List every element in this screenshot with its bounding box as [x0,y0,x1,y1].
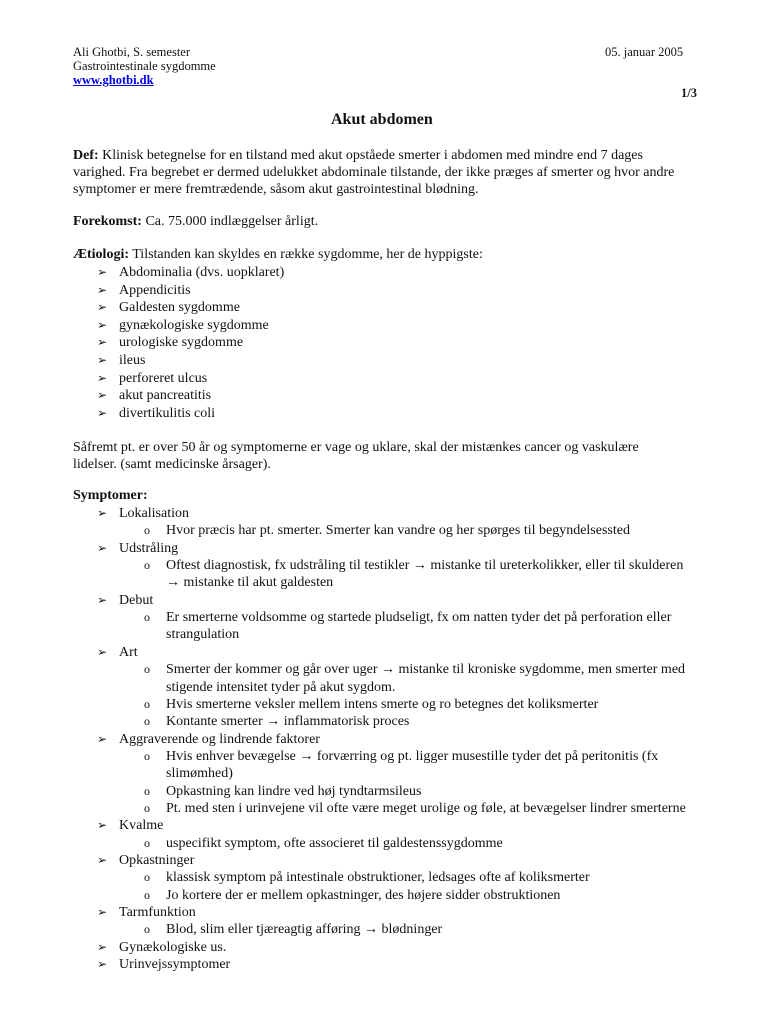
circle-bullet-icon: o [144,523,150,537]
arrowhead-bullet-icon: ➢ [97,853,108,867]
symptom-item: Aggraverende og lindrende faktorer [119,732,320,747]
symptom-item: Opkastninger [119,853,195,868]
symptom-item: Debut [119,593,154,608]
etiology-item: ileus [119,353,146,368]
circle-bullet-icon: o [144,888,150,902]
definition-line-3: symptomer er mere fremtrædende, såsom akut gastrointestinal blødning. [73,182,479,197]
symptom-item: Gynækologiske us. [119,940,227,955]
symptom-detail-continued: → mistanke til akut galdesten [166,575,334,590]
symptom-item: Kvalme [119,818,164,833]
symptom-detail: Kontante smerter → inflammatorisk proces [166,714,410,729]
etiology-item: Appendicitis [119,283,191,298]
arrowhead-bullet-icon: ➢ [97,300,108,314]
circle-bullet-icon: o [144,784,150,798]
arrowhead-bullet-icon: ➢ [97,905,108,919]
etiology-line [73,246,483,263]
circle-bullet-icon: o [144,558,150,572]
circle-bullet-icon: o [144,749,150,763]
etiology-item: urologiske sygdomme [119,335,244,350]
etiology-item: Galdesten sygdomme [119,300,240,315]
subject-line: Gastrointestinale sygdomme [73,59,216,73]
arrowhead-bullet-icon: ➢ [97,353,108,367]
circle-bullet-icon: o [144,922,150,936]
symptom-detail: Pt. med sten i urinvejene vil ofte være meget urolige og føle, at bevægelser lindrer smerterne [166,801,686,816]
arrowhead-bullet-icon: ➢ [97,818,108,832]
symptom-detail: Smerter der kommer og går over uger → mistanke til kroniske sygdomme, men smerter med [166,662,686,677]
note-line-2: lidelser. (samt medicinske årsager). [73,457,271,472]
symptom-item: Urinvejssymptomer [119,957,231,972]
arrowhead-bullet-icon: ➢ [97,541,108,555]
circle-bullet-icon: o [144,610,150,624]
arrowhead-bullet-icon: ➢ [97,406,108,420]
etiology-item: gynækologiske sygdomme [119,318,269,333]
symptom-detail: Opkastning kan lindre ved høj tyndtarmsileus [166,784,422,799]
symptom-detail: uspecifikt symptom, ofte associeret til galdestenssygdomme [166,836,503,851]
definition-line-1 [73,147,643,164]
arrowhead-bullet-icon: ➢ [97,371,108,385]
arrowhead-bullet-icon: ➢ [97,732,108,746]
arrowhead-bullet-icon: ➢ [97,506,108,520]
etiology-item: akut pancreatitis [119,388,212,403]
definition-text-1: Klinisk betegnelse for en tilstand med akut opståede smerter i abdomen med mindre end 7 dages [98,148,643,163]
author-line: Ali Ghotbi, S. semester [73,45,191,59]
symptom-item: Tarmfunktion [119,905,196,920]
symptom-detail-continued: stigende intensitet tyder på akut sygdom. [166,680,396,695]
symptom-detail: Hvor præcis har pt. smerter. Smerter kan vandre og her spørges til begyndelsessted [166,523,630,538]
symptom-item: Art [119,645,138,660]
circle-bullet-icon: o [144,714,150,728]
definition-label: Def: [73,148,99,163]
symptom-detail: Oftest diagnostisk, fx udstråling til testikler → mistanke til ureterkolikker, eller til skulderen [166,558,684,573]
circle-bullet-icon: o [144,870,150,884]
arrowhead-bullet-icon: ➢ [97,283,108,297]
symptom-item: Lokalisation [119,506,189,521]
page-title: Akut abdomen [331,111,433,128]
symptoms-label: Symptomer: [73,488,148,503]
arrowhead-bullet-icon: ➢ [97,940,108,954]
symptom-detail: Blod, slim eller tjæreagtig afføring → blødninger [166,922,443,937]
note-line-1: Såfremt pt. er over 50 år og symptomerne er vage og uklare, skal der mistænkes cancer og vaskulære [73,440,639,455]
website-link[interactable]: www.ghotbi.dk [73,73,154,87]
symptom-detail: Hvis smerterne veksler mellem intens smerte og ro betegnes det koliksmerter [166,697,599,712]
circle-bullet-icon: o [144,697,150,711]
arrowhead-bullet-icon: ➢ [97,388,108,402]
arrowhead-bullet-icon: ➢ [97,645,108,659]
circle-bullet-icon: o [144,836,150,850]
symptom-detail: klassisk symptom på intestinale obstruktioner, ledsages ofte af koliksmerter [166,870,590,885]
symptom-detail: Jo kortere der er mellem opkastninger, des højere sidder obstruktionen [166,888,561,903]
symptom-detail: Er smerterne voldsomme og startede pludseligt, fx om natten tyder det på perforation eller [166,610,672,625]
incidence-line [73,213,318,230]
symptom-item: Udstråling [119,541,179,556]
arrowhead-bullet-icon: ➢ [97,265,108,279]
page-number: 1/3 [681,86,697,100]
arrowhead-bullet-icon: ➢ [97,335,108,349]
symptom-detail-continued: slimømhed) [166,766,233,781]
etiology-label: Ætiologi: [73,247,129,262]
etiology-item: divertikulitis coli [119,406,216,421]
etiology-text: Tilstanden kan skyldes en række sygdomme, her de hyppigste: [129,247,483,262]
header-date: 05. januar 2005 [605,45,684,59]
arrowhead-bullet-icon: ➢ [97,593,108,607]
arrowhead-bullet-icon: ➢ [97,957,108,971]
symptom-detail-continued: strangulation [166,627,240,642]
arrowhead-bullet-icon: ➢ [97,318,108,332]
etiology-item: perforeret ulcus [119,371,208,386]
circle-bullet-icon: o [144,662,150,676]
circle-bullet-icon: o [144,801,150,815]
symptom-detail: Hvis enhver bevægelse → forværring og pt. ligger musestille tyder det på peritonitis (fx [166,749,659,764]
definition-line-2: varighed. Fra begrebet er dermed udelukket abdominale tilstande, der ikke præges af smerter og hvor andre [73,165,675,180]
incidence-text: Ca. 75.000 indlæggelser årligt. [141,214,319,229]
etiology-item: Abdominalia (dvs. uopklaret) [119,265,285,280]
incidence-label: Forekomst: [73,214,142,229]
